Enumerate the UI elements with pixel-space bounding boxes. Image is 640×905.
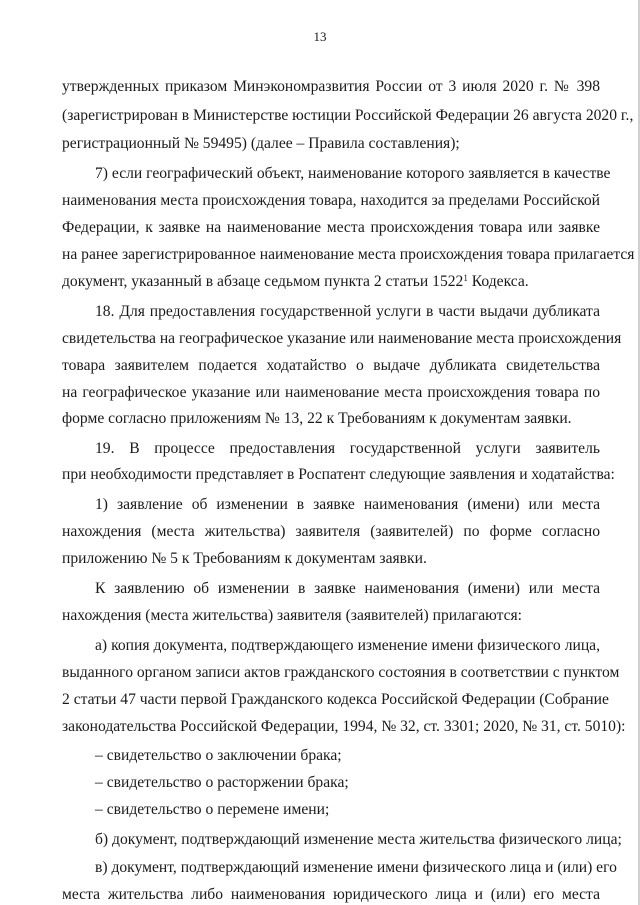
text-line: – свидетельство о перемене имени; [95, 801, 330, 818]
text-line: 2 статьи 47 части первой Гражданского кодекса Российской Федерации (Собрание [62, 691, 609, 708]
text-line: места жительства либо наименования юридического лица и (или) его места [62, 886, 600, 903]
text-line: Федерации, к заявке на наименование места происхождения товара или заявке [62, 219, 600, 236]
text-line: при необходимости представляет в Роспатент следующие заявления и ходатайства: [62, 466, 615, 483]
text-line: на ранее зарегистрированное наименование места происхождения товара прилагается [62, 246, 635, 263]
text-line: нахождения (места жительства) заявителя (заявителей) по форме согласно [62, 523, 600, 540]
text-line: 7) если географический объект, наименование которого заявляется в качестве [95, 165, 611, 182]
text-line: товара заявителем подается ходатайство о выдаче дубликата свидетельства [62, 357, 600, 374]
text-line: 1) заявление об изменении в заявке наименования (имени) или места [95, 496, 600, 513]
text-line: нахождения (места жительства) заявителя (заявителей) прилагаются: [62, 607, 523, 624]
text-line: наименования места происхождения товара, находится за пределами Российской [62, 192, 600, 209]
text-line: утвержденных приказом Минэкономразвития России от 3 июля 2020 г. № 398 [62, 78, 600, 95]
text-line: регистрационный № 59495) (далее – Правила составления); [62, 135, 460, 152]
text-line-tail: Кодекса. [467, 273, 529, 290]
text-line: в) документ, подтверждающий изменение имени физического лица и (или) его [95, 859, 617, 876]
text-line: свидетельства на географическое указание или наименование места происхождения [62, 330, 622, 347]
text-line: форме согласно приложениям № 13, 22 к Требованиям к документам заявки. [62, 410, 572, 427]
text-line: а) копия документа, подтверждающего изменение имени физического лица, [95, 637, 600, 654]
text-line-body: документ, указанный в абзаце седьмом пункта 2 статьи 1522 [62, 273, 464, 290]
text-line: на географическое указание или наименование места происхождения товара по [62, 384, 600, 401]
text-line: б) документ, подтверждающий изменение места жительства физического лица; [95, 831, 622, 848]
text-line: выданного органом записи актов гражданского состояния в соответствии с пунктом [62, 664, 620, 681]
text-line: 18. Для предоставления государственной услуги в части выдачи дубликата [95, 303, 600, 320]
text-line: (зарегистрирован в Министерстве юстиции Российской Федерации 26 августа 2020 г., [62, 107, 634, 124]
page-number: 13 [313, 29, 327, 44]
footnote-superscript: 1 [463, 273, 468, 283]
text-line: – свидетельство о заключении брака; [95, 747, 342, 764]
text-line: – свидетельство о расторжении брака; [95, 774, 349, 791]
text-line: законодательства Российской Федерации, 1994, № 32, ст. 3301; 2020, № 31, ст. 5010): [62, 718, 626, 735]
text-line: 19. В процессе предоставления государственной услуги заявитель [95, 440, 600, 457]
text-line: приложению № 5 к Требованиям к документам заявки. [62, 550, 427, 567]
text-line: К заявлению об изменении в заявке наименования (имени) или места [95, 580, 600, 597]
text-line [62, 272, 600, 292]
